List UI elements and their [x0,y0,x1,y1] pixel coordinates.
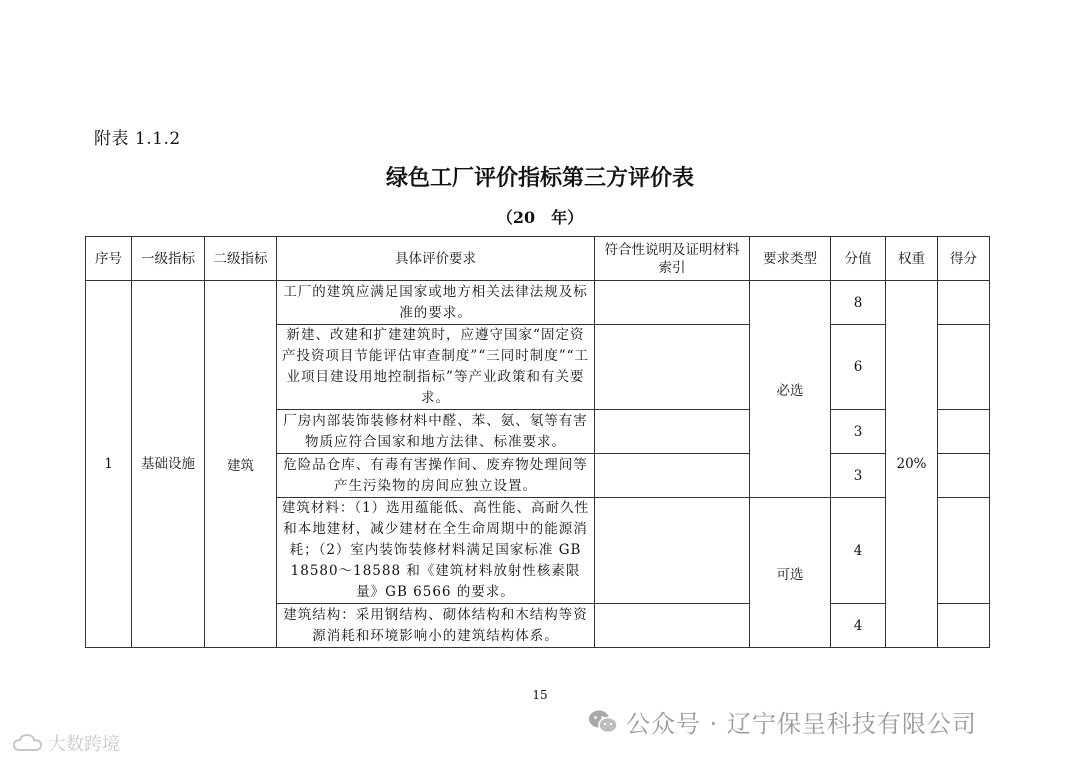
header-row [86,237,990,281]
points-cell[interactable] [938,410,990,454]
score-cell: 3 [831,410,886,454]
points-cell[interactable] [938,604,990,648]
points-cell[interactable] [938,325,990,410]
evidence-cell[interactable] [595,410,750,454]
column-header-req-type: 要求类型 [750,237,831,281]
evidence-cell[interactable] [595,281,750,325]
weight-cell: 20% [886,281,938,648]
column-header-seq: 序号 [86,237,132,281]
wechat-icon [588,709,618,735]
requirement-cell: 建筑材料：（1）选用蕴能低、高性能、高耐久性和本地建材，减少建材在全生命周期中的能源消耗；（2）室内装饰装修材料满足国家标准 GB 18580～18588 和《建筑材料放射性核素限量》GB 6566 的要求。 [277,498,595,604]
watermark-right-text: 公众号 · 辽宁保呈科技有限公司 [626,710,977,738]
requirement-cell: 建筑结构：采用钢结构、砌体结构和木结构等资源消耗和环境影响小的建筑结构体系。 [277,604,595,648]
column-header-evidence: 符合性说明及证明材料索引 [595,237,750,281]
points-cell[interactable] [938,498,990,604]
req-type-cell: 可选 [750,498,831,648]
column-header-score: 分值 [831,237,886,281]
score-cell: 6 [831,325,886,410]
evaluation-table [85,236,990,648]
page-title: 绿色工厂评价指标第三方评价表 [385,165,694,191]
column-header-requirement: 具体评价要求 [277,237,595,281]
score-cell: 3 [831,454,886,498]
requirement-cell: 新建、改建和扩建建筑时，应遵守国家“固定资产投资项目节能评估审查制度”“三同时制度”“工业项目建设用地控制指标”等产业政策和有关要求。 [277,325,595,410]
req-type-cell: 必选 [750,281,831,498]
evidence-cell[interactable] [595,498,750,604]
requirement-cell: 危险品仓库、有毒有害操作间、废弃物处理间等产生污染物的房间应独立设置。 [277,454,595,498]
evidence-cell[interactable] [595,325,750,410]
score-cell: 4 [831,498,886,604]
year-label: （20 年） [496,208,584,227]
level2-cell: 建筑 [205,281,277,648]
requirement-cell: 工厂的建筑应满足国家或地方相关法律法规及标准的要求。 [277,281,595,325]
requirement-cell: 厂房内部装饰装修材料中醛、苯、氨、氡等有害物质应符合国家和地方法律、标准要求。 [277,410,595,454]
column-header-weight: 权重 [886,237,938,281]
column-header-level2: 二级指标 [205,237,277,281]
evidence-cell[interactable] [595,604,750,648]
cloud-icon [12,732,44,754]
score-cell: 8 [831,281,886,325]
appendix-label: 附表 1.1.2 [94,129,181,149]
watermark-left [12,730,120,756]
watermark-right [588,704,977,739]
points-cell[interactable] [938,454,990,498]
column-header-points: 得分 [938,237,990,281]
evidence-cell[interactable] [595,454,750,498]
column-header-level1: 一级指标 [132,237,205,281]
level1-cell: 基础设施 [132,281,205,648]
watermark-left-text: 大数跨境 [48,734,120,755]
table-row [86,281,990,325]
points-cell[interactable] [938,281,990,325]
page-number: 15 [532,688,548,702]
seq-cell: 1 [86,281,132,648]
score-cell: 4 [831,604,886,648]
